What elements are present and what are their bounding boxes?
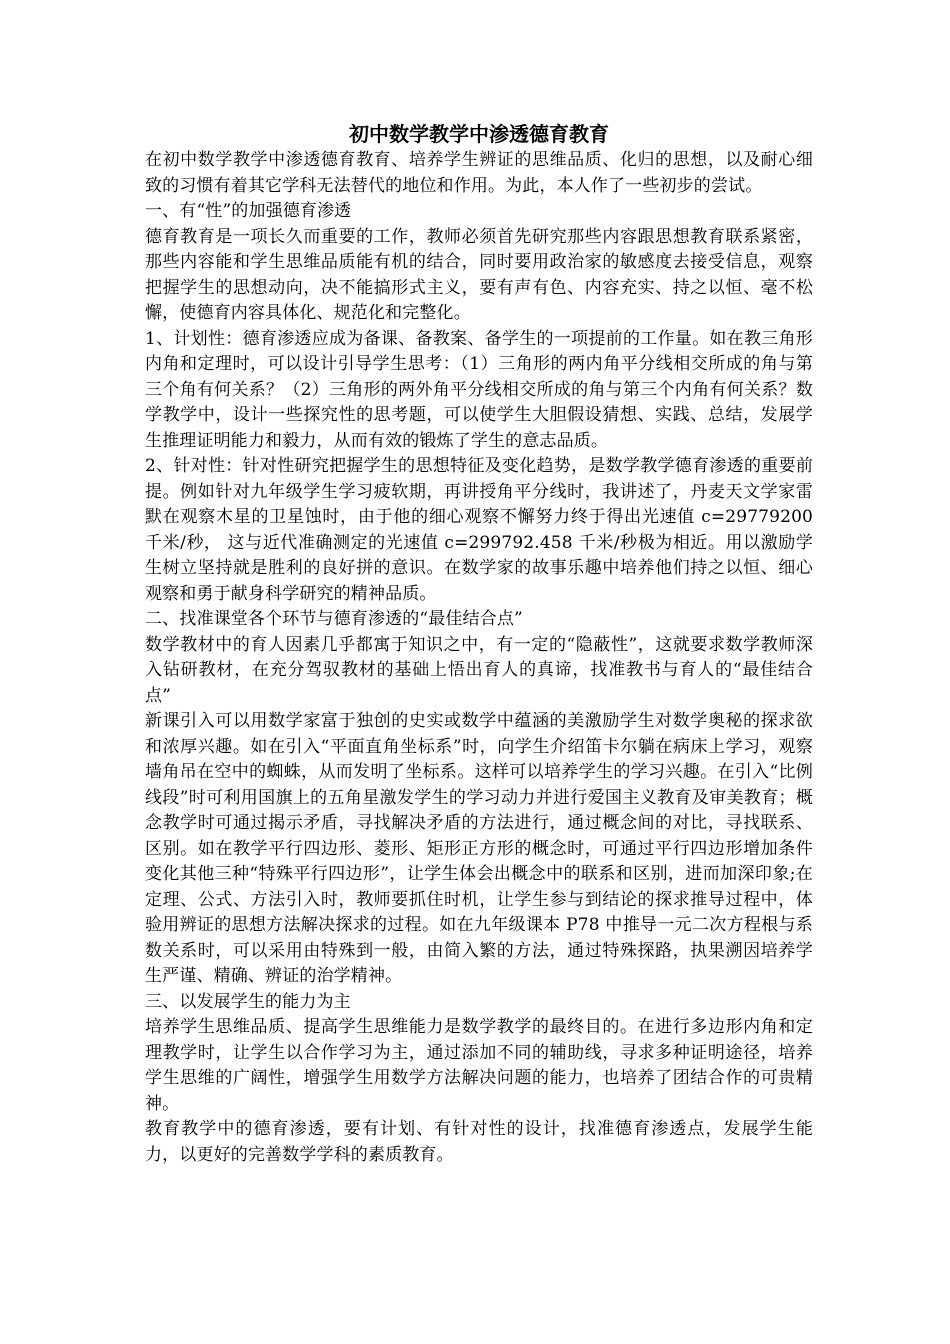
section-heading-2: 二、找准课堂各个环节与德育渗透的“最佳结合点” [145,609,523,629]
section-heading-3: 三、以发展学生的能力为主 [145,991,351,1012]
section-3-paragraph: 培养学生思维品质、提高学生思维能力是数学教学的最终目的。在进行多边形内角和定理教学时，让学生以合作学习为主，通过添加不同的辅助线，寻求多种证明途径，培养学生思维的广阔性，增强学生用数学方法解决问题的能力，也培养了团结合作的可贵精神。 [145,1017,813,1114]
section-2-paragraph-2: 新课引入可以用数学家富于独创的史实或数学中蕴涵的美激励学生对数学奥秘的探求欲和浓厚兴趣。如在引入“平面直角坐标系”时，向学生介绍笛卡尔躺在病床上学习，观察墙角吊在空中的蜘蛛，从而发明了坐标系。这样可以培养学生的学习兴趣。在引入“比例线段”时可利用国旗上的五角星激发学生的学习动力并进行爱国主义教育及审美教育；概念教学时可通过揭示矛盾，寻找解决矛盾的方法进行，通过概念间的对比，寻找联系、区别。如在教学平行四边形、菱形、矩形正方形的概念时，可通过平行四边形增加条件变化其他三种“特殊平行四边形”，让学生体会出概念中的联系和区别，进而加深印象;在定理、公式、方法引入时，教师要抓住时机，让学生参与到结论的探求推导过程中，体验用辨证的思想方法解决探求的过程。如在九年级课本 P78 中推导一元二次方程根与系数关系时，可以采用由特殊到一般，由简入繁的方法，通过特殊探路，执果溯因培养学生严谨、精确、辨证的治学精神。 [145,711,813,986]
intro-paragraph: 在初中数学教学中渗透德育教育、培养学生辨证的思维品质、化归的思想，以及耐心细致的习惯有着其它学科无法替代的地位和作用。为此，本人作了一些初步的尝试。 [145,150,813,196]
section-2-paragraph-1: 数学教材中的育人因素几乎都寓于知识之中，有一定的“隐蔽性”，这就要求数学教师深入钻研教材，在充分驾驭教材的基础上悟出育人的真谛，找准教书与育人的“最佳结合点” [145,634,813,706]
conclusion-paragraph: 教育教学中的德育渗透，要有计划、有针对性的设计，找准德育渗透点，发展学生能力，以更好的完善数学学科的素质教育。 [145,1119,813,1165]
document-title: 初中数学教学中渗透德育教育 [349,122,609,146]
document-page [145,120,813,1168]
section-heading-1: 一、有“性”的加强德育渗透 [145,201,352,221]
section-1-paragraph: 德育教育是一项长久而重要的工作，教师必须首先研究那些内容跟思想教育联系紧密，那些内容能和学生思维品质能有机的结合，同时要用政治家的敏感度去接受信息，观察把握学生的思想动向，决不能搞形式主义，要有声有色、内容充实、持之以恒、毫不松懈，使德育内容具体化、规范化和完整化。 [145,226,813,323]
targeting-paragraph: 2、针对性：针对性研究把握学生的思想特征及变化趋势，是数学教学德育渗透的重要前提。例如针对九年级学生学习疲软期，再讲授角平分线时，我讲述了，丹麦天文学家雷默在观察木星的卫星蚀时，由于他的细心观察不懈努力终于得出光速值 c=29779200 千米/秒， 这与近代准确测定的光速值 c=299792.458 千米/秒极为相近。用以激励学生树立坚持就是胜利的良好拼的意识。在数学家的故事乐趣中培养他们持之以恒、细心观察和勇于献身科学研究的精神品质。 [145,456,813,604]
planning-paragraph: 1、计划性：德育渗透应成为备课、备教案、备学生的一项提前的工作量。如在教三角形内角和定理时，可以设计引导学生思考：（1）三角形的两内角平分线相交所成的角与第三个角有何关系？（2）三角形的两外角平分线相交所成的角与第三个内角有何关系？数学教学中，设计一些探究性的思考题，可以使学生大胆假设猜想、实践、总结，发展学生推理证明能力和毅力，从而有效的锻炼了学生的意志品质。 [145,328,813,451]
